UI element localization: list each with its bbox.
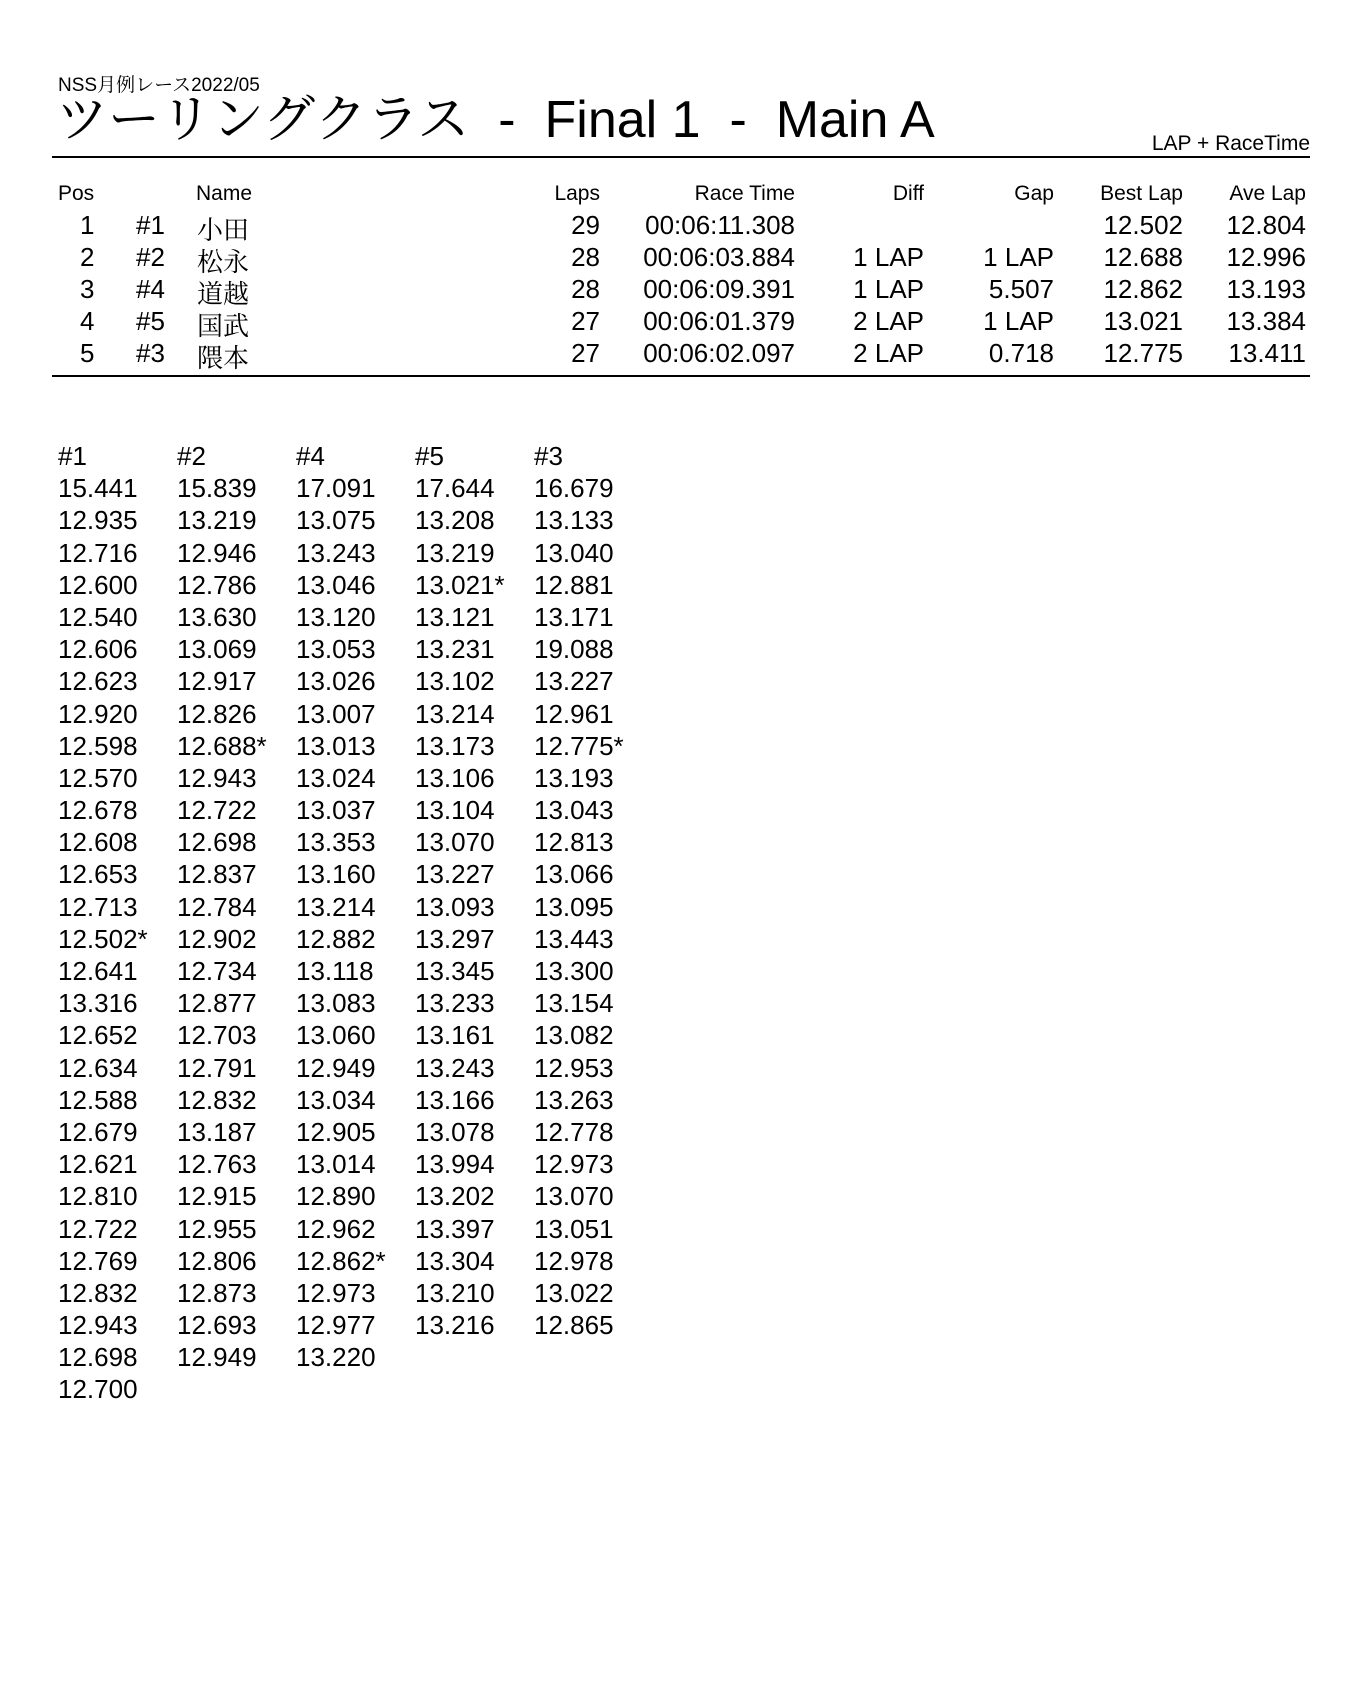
lap-time: 12.502*	[58, 923, 148, 954]
result-driver-name: 隈本	[197, 343, 250, 373]
lap-time: 13.210	[415, 1277, 495, 1308]
lap-time: 13.070	[415, 827, 495, 858]
result-laps: 29	[571, 210, 600, 240]
lap-time: 12.608	[58, 827, 138, 858]
event-name: NSS月例レース2022/05	[58, 75, 260, 96]
lap-time: 13.227	[534, 666, 614, 697]
lap-time: 12.955	[177, 1213, 257, 1244]
result-gap: 0.718	[988, 338, 1054, 368]
lap-time: 13.353	[296, 827, 376, 858]
lap-time: 12.623	[58, 666, 138, 697]
lap-time: 13.121	[415, 601, 495, 632]
lap-time: 13.053	[296, 634, 376, 665]
lap-time: 13.043	[534, 795, 614, 826]
lap-time: 12.600	[58, 569, 138, 600]
lap-time: 13.075	[296, 505, 376, 536]
results-table	[52, 182, 1310, 373]
result-race-time: 00:06:01.379	[643, 306, 795, 336]
lap-time: 12.832	[177, 1084, 257, 1115]
lap-time: 13.082	[534, 1020, 614, 1051]
lap-time: 12.943	[177, 762, 257, 793]
lap-time: 13.193	[534, 762, 614, 793]
result-best-lap: 12.775	[1103, 338, 1183, 368]
lap-time: 12.734	[177, 956, 257, 986]
lap-time: 13.263	[534, 1084, 614, 1115]
lap-time: 13.231	[415, 634, 495, 665]
col-best-lap: Best Lap	[1100, 182, 1183, 205]
lap-time: 12.722	[177, 795, 257, 826]
result-laps: 28	[571, 274, 600, 304]
lap-time: 13.133	[534, 505, 614, 536]
lap-time: 12.962	[296, 1213, 376, 1244]
result-car-number: #2	[136, 242, 165, 272]
lap-time: 12.791	[177, 1052, 257, 1083]
lap-time: 13.040	[534, 537, 614, 568]
lap-time: 13.022	[534, 1277, 614, 1308]
lap-time: 12.806	[177, 1245, 257, 1276]
lap-time: 13.171	[534, 601, 614, 632]
result-gap: 1 LAP	[983, 306, 1054, 336]
lap-time: 12.652	[58, 1020, 138, 1051]
lap-time: 13.007	[296, 698, 376, 729]
result-driver-name: 小田	[197, 215, 250, 245]
lap-time: 12.598	[58, 730, 138, 761]
result-row	[52, 274, 1310, 309]
lap-time: 13.443	[534, 923, 614, 954]
lap-time: 12.621	[58, 1149, 138, 1180]
lap-time: 13.345	[415, 956, 495, 986]
result-ave-lap: 13.384	[1226, 306, 1306, 336]
lap-time: 13.037	[296, 795, 376, 826]
col-ave-lap: Ave Lap	[1229, 182, 1306, 205]
lap-time: 12.946	[177, 537, 257, 568]
lap-time: 13.220	[296, 1342, 376, 1373]
lap-time: 12.943	[58, 1310, 138, 1341]
lap-column-header: #2	[177, 441, 206, 471]
lap-time: 13.069	[177, 634, 257, 665]
result-diff: 1 LAP	[853, 242, 924, 272]
result-ave-lap: 13.411	[1228, 338, 1306, 368]
lap-time: 12.813	[534, 827, 614, 858]
lap-time: 13.202	[415, 1181, 495, 1212]
lap-time: 13.243	[296, 537, 376, 568]
lap-time: 13.173	[415, 730, 495, 761]
result-diff: 2 LAP	[853, 338, 924, 368]
lap-time: 13.104	[415, 795, 495, 826]
result-row	[52, 338, 1310, 373]
lap-time: 12.978	[534, 1245, 614, 1276]
lap-time: 12.915	[177, 1181, 257, 1212]
lap-time: 13.160	[296, 859, 376, 890]
lap-time: 13.102	[415, 666, 495, 697]
result-pos: 5	[80, 338, 95, 368]
result-best-lap: 12.502	[1103, 210, 1183, 240]
result-car-number: #4	[136, 274, 165, 304]
result-laps: 27	[571, 306, 600, 336]
lap-time: 13.233	[415, 988, 495, 1019]
results-header	[52, 182, 1310, 210]
result-race-time: 00:06:11.308	[645, 210, 795, 240]
lap-time: 12.902	[177, 923, 257, 954]
lap-time: 13.166	[415, 1084, 495, 1115]
lap-column	[177, 440, 305, 1373]
lap-time: 12.837	[177, 859, 257, 890]
lap-time: 12.769	[58, 1245, 138, 1276]
lap-time: 12.784	[177, 891, 257, 922]
lap-time: 13.093	[415, 891, 495, 922]
lap-time: 12.953	[534, 1052, 614, 1083]
result-ave-lap: 12.804	[1226, 210, 1306, 240]
lap-time: 13.297	[415, 923, 495, 954]
result-row	[52, 242, 1310, 277]
header-rule	[52, 156, 1310, 158]
lap-time: 12.890	[296, 1181, 376, 1212]
lap-time: 12.763	[177, 1149, 257, 1180]
lap-time: 17.644	[415, 473, 495, 504]
lap-time: 12.698	[58, 1342, 138, 1373]
lap-time: 12.973	[534, 1149, 614, 1180]
lap-time: 13.214	[296, 891, 376, 922]
lap-time: 13.060	[296, 1020, 376, 1051]
lap-time: 12.882	[296, 923, 376, 954]
lap-time: 13.024	[296, 762, 376, 793]
lap-time: 12.698	[177, 827, 257, 858]
lap-time: 15.839	[177, 473, 257, 504]
result-row	[52, 210, 1310, 245]
result-ave-lap: 13.193	[1226, 274, 1306, 304]
lap-time: 13.106	[415, 762, 495, 793]
lap-time: 12.862*	[296, 1245, 386, 1276]
lap-time: 12.935	[58, 505, 138, 536]
lap-time: 13.187	[177, 1116, 257, 1147]
result-driver-name: 国武	[197, 311, 250, 341]
result-car-number: #1	[136, 210, 165, 240]
lap-time: 13.161	[415, 1020, 495, 1051]
lap-time: 12.873	[177, 1277, 257, 1308]
result-gap: 5.507	[988, 274, 1054, 304]
lap-time: 12.688*	[177, 730, 267, 761]
lap-time: 12.703	[177, 1020, 257, 1051]
lap-time: 13.118	[296, 956, 374, 986]
lap-time: 13.014	[296, 1149, 376, 1180]
col-name: Name	[196, 182, 253, 205]
lap-time: 12.977	[296, 1310, 376, 1341]
lap-time: 13.154	[534, 988, 614, 1019]
lap-time: 13.021*	[415, 569, 505, 600]
lap-time: 12.917	[177, 666, 257, 697]
lap-time: 12.588	[58, 1084, 138, 1115]
lap-time: 12.877	[177, 988, 257, 1019]
result-best-lap: 13.021	[1103, 306, 1183, 336]
results-rule	[52, 375, 1310, 377]
lap-column	[534, 440, 662, 1341]
result-driver-name: 道越	[197, 279, 250, 309]
lap-time: 12.679	[58, 1116, 138, 1147]
result-gap: 1 LAP	[983, 242, 1054, 272]
lap-time: 13.227	[415, 859, 495, 890]
lap-column	[58, 440, 186, 1406]
result-best-lap: 12.688	[1103, 242, 1183, 272]
lap-time: 12.905	[296, 1116, 376, 1147]
lap-time: 12.961	[534, 698, 614, 729]
lap-time: 13.026	[296, 666, 376, 697]
lap-time: 12.700	[58, 1374, 138, 1405]
lap-time: 12.778	[534, 1116, 614, 1147]
lap-time: 13.066	[534, 859, 614, 890]
lap-time: 12.786	[177, 569, 257, 600]
result-pos: 1	[80, 210, 95, 240]
lap-time: 13.208	[415, 505, 495, 536]
result-pos: 3	[80, 274, 95, 304]
result-race-time: 00:06:02.097	[643, 338, 795, 368]
lap-time: 13.219	[415, 537, 495, 568]
lap-time: 12.570	[58, 762, 138, 793]
lap-time: 12.693	[177, 1310, 257, 1341]
lap-time: 16.679	[534, 473, 614, 504]
lap-column-header: #4	[296, 441, 325, 471]
lap-time: 13.214	[415, 698, 495, 729]
lap-time: 12.540	[58, 601, 138, 632]
result-laps: 27	[571, 338, 600, 368]
lap-time: 13.013	[296, 730, 376, 761]
lap-column-header: #5	[415, 441, 444, 471]
lap-time: 12.606	[58, 634, 138, 665]
lap-time: 12.713	[58, 891, 138, 922]
lap-time: 12.949	[296, 1052, 376, 1083]
report-subtitle: LAP + RaceTime	[1151, 132, 1310, 155]
result-laps: 28	[571, 242, 600, 272]
result-best-lap: 12.862	[1103, 274, 1183, 304]
lap-time: 12.775*	[534, 730, 624, 761]
result-driver-name: 松永	[197, 247, 250, 277]
lap-time: 19.088	[534, 634, 614, 665]
lap-column	[415, 440, 543, 1341]
col-diff: Diff	[892, 182, 924, 205]
lap-time: 13.034	[296, 1084, 376, 1115]
result-ave-lap: 12.996	[1226, 242, 1306, 272]
lap-column	[296, 440, 424, 1373]
lap-time: 12.634	[58, 1052, 138, 1083]
result-diff: 2 LAP	[853, 306, 924, 336]
lap-time: 12.865	[534, 1310, 614, 1341]
lap-time: 12.949	[177, 1342, 257, 1373]
result-car-number: #3	[136, 338, 165, 368]
col-gap: Gap	[1014, 182, 1054, 205]
lap-time: 17.091	[296, 473, 376, 504]
result-pos: 4	[80, 306, 95, 336]
lap-time: 12.641	[58, 956, 138, 986]
result-row	[52, 306, 1310, 341]
lap-time: 13.078	[415, 1116, 495, 1147]
lap-time: 12.826	[177, 698, 257, 729]
lap-time: 13.083	[296, 988, 376, 1019]
lap-time: 13.095	[534, 891, 614, 922]
lap-time: 12.810	[58, 1181, 138, 1212]
result-race-time: 00:06:03.884	[643, 242, 795, 272]
lap-time: 12.920	[58, 698, 138, 729]
lap-time: 13.994	[415, 1149, 495, 1180]
col-race-time: Race Time	[694, 182, 795, 205]
lap-time: 13.051	[534, 1213, 614, 1244]
lap-time: 13.304	[415, 1245, 495, 1276]
lap-column-header: #1	[58, 441, 87, 471]
lap-time: 12.832	[58, 1277, 138, 1308]
lap-time: 12.722	[58, 1213, 138, 1244]
col-pos: Pos	[58, 182, 95, 205]
result-diff: 1 LAP	[853, 274, 924, 304]
lap-time: 13.397	[415, 1213, 495, 1244]
col-laps: Laps	[554, 182, 600, 205]
lap-time: 12.881	[534, 569, 614, 600]
result-car-number: #5	[136, 306, 165, 336]
lap-column-header: #3	[534, 441, 563, 471]
lap-time: 15.441	[58, 473, 138, 504]
result-race-time: 00:06:09.391	[643, 274, 795, 304]
lap-time: 13.300	[534, 956, 614, 986]
lap-time: 13.219	[177, 505, 257, 536]
lap-time: 13.243	[415, 1052, 495, 1083]
lap-time: 12.973	[296, 1277, 376, 1308]
lap-time: 13.046	[296, 569, 376, 600]
lap-time: 12.678	[58, 795, 138, 826]
lap-time: 12.716	[58, 537, 138, 568]
lap-time: 13.316	[58, 988, 138, 1019]
lap-time: 13.120	[296, 601, 376, 632]
lap-time: 13.070	[534, 1181, 614, 1212]
page-title: ツーリングクラス - Final 1 - Main A	[56, 91, 935, 149]
lap-time: 12.653	[58, 859, 138, 890]
lap-time: 13.630	[177, 601, 257, 632]
lap-time: 13.216	[415, 1310, 495, 1341]
result-pos: 2	[80, 242, 95, 272]
